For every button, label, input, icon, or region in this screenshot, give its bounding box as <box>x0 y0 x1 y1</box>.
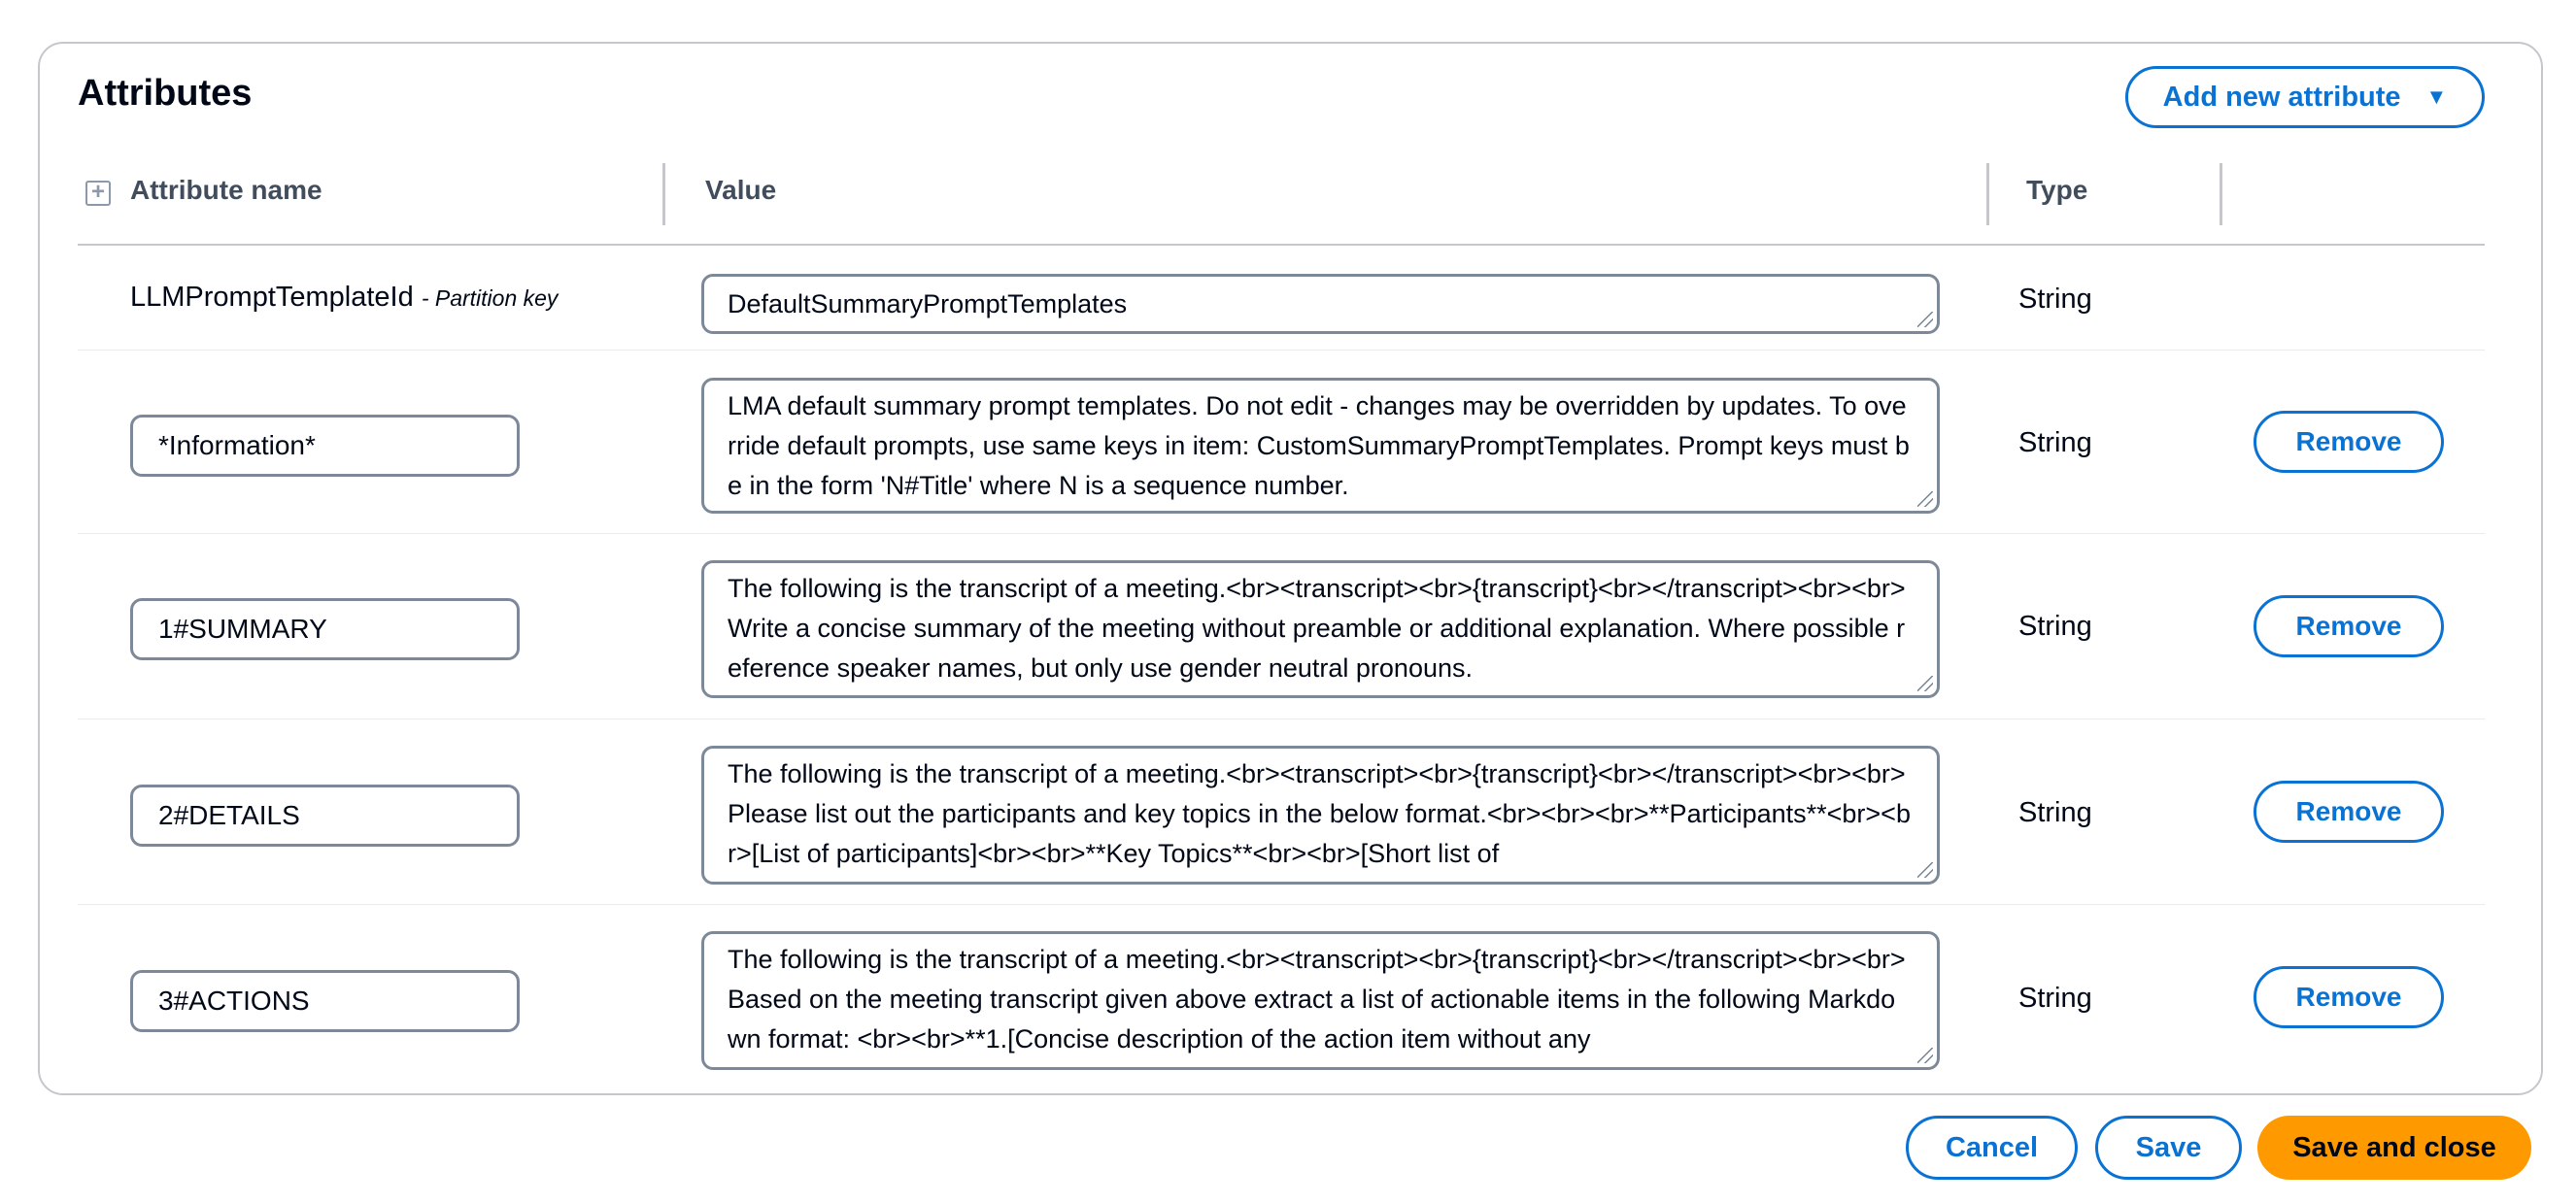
partition-key-attribute: LLMPromptTemplateId <box>130 282 414 313</box>
attribute-value-textarea[interactable] <box>701 931 1940 1070</box>
column-divider[interactable] <box>662 163 665 225</box>
resize-handle-icon[interactable] <box>1917 491 1933 507</box>
remove-attribute-button[interactable]: Remove <box>2254 411 2444 473</box>
partition-key-value: DefaultSummaryPromptTemplates <box>728 289 1128 318</box>
partition-key-name <box>130 282 558 314</box>
add-attribute-label: Add new attribute <box>2162 81 2401 113</box>
caret-down-icon: ▼ <box>2425 84 2448 109</box>
attribute-value-text: LMA default summary prompt templates. Do not edit - changes may be overridden by updates. To override default prompts, use same keys in item: CustomSummaryPromptTemplates. Prompt keys must be in the form 'N#Title' where N is a sequence number. <box>728 391 1910 500</box>
attribute-type: String <box>2018 983 2092 1014</box>
column-header-value: Value <box>705 175 777 205</box>
row-divider <box>78 533 2485 534</box>
column-header-type: Type <box>2026 175 2088 205</box>
attribute-name-input[interactable]: 3#ACTIONS <box>130 970 520 1032</box>
row-divider <box>78 904 2485 905</box>
column-divider[interactable] <box>2220 163 2222 225</box>
resize-handle-icon[interactable] <box>1917 676 1933 691</box>
remove-attribute-button[interactable]: Remove <box>2254 595 2444 657</box>
remove-attribute-button[interactable]: Remove <box>2254 781 2444 843</box>
resize-handle-icon[interactable] <box>1917 1048 1933 1063</box>
attribute-type: String <box>2018 797 2092 828</box>
partition-key-label: - Partition key <box>421 285 559 311</box>
resize-handle-icon[interactable] <box>1917 312 1933 327</box>
row-divider <box>78 350 2485 351</box>
add-new-attribute-button[interactable] <box>2125 66 2485 128</box>
attribute-value-textarea[interactable] <box>701 378 1940 514</box>
header-divider <box>78 244 2485 246</box>
attribute-value-text: The following is the transcript of a meeting.<br><transcript><br>{transcript}<br></transcript><br><br>Write a concise summary of the meeting without preamble or additional explanation. Where possible reference speaker names, but only use gender neutral pronouns. <box>728 574 1906 683</box>
attribute-type: String <box>2018 611 2092 642</box>
partition-key-value-input[interactable] <box>701 274 1940 334</box>
attribute-value-textarea[interactable] <box>701 560 1940 698</box>
attribute-value-textarea[interactable] <box>701 746 1940 885</box>
column-divider[interactable] <box>1986 163 1989 225</box>
panel-title: Attributes <box>78 73 253 114</box>
attribute-name-input[interactable]: 2#DETAILS <box>130 785 520 847</box>
expand-icon[interactable]: + <box>85 181 111 206</box>
cancel-button[interactable]: Cancel <box>1906 1116 2078 1180</box>
column-header-attribute-name: Attribute name <box>130 175 322 205</box>
partition-key-type: String <box>2018 284 2092 315</box>
attribute-name-input[interactable]: *Information* <box>130 415 520 477</box>
attribute-value-text: The following is the transcript of a meeting.<br><transcript><br>{transcript}<br></transcript><br><br>Please list out the participants and key topics in the below format.<br><br><br>**Participants**<br><br>[List of participants]<br><br>**Key Topics**<br><br>[Short list of <box>728 759 1911 868</box>
attribute-type: String <box>2018 427 2092 458</box>
resize-handle-icon[interactable] <box>1917 862 1933 878</box>
remove-attribute-button[interactable]: Remove <box>2254 966 2444 1028</box>
attribute-name-input[interactable]: 1#SUMMARY <box>130 598 520 660</box>
save-and-close-button[interactable]: Save and close <box>2257 1116 2531 1180</box>
attribute-value-text: The following is the transcript of a meeting.<br><transcript><br>{transcript}<br></transcript><br><br>Based on the meeting transcript given above extract a list of actionable items in the following Markdown format: <br><br>**1.[Concise description of the action item without any <box>728 945 1906 1054</box>
save-button[interactable]: Save <box>2095 1116 2242 1180</box>
